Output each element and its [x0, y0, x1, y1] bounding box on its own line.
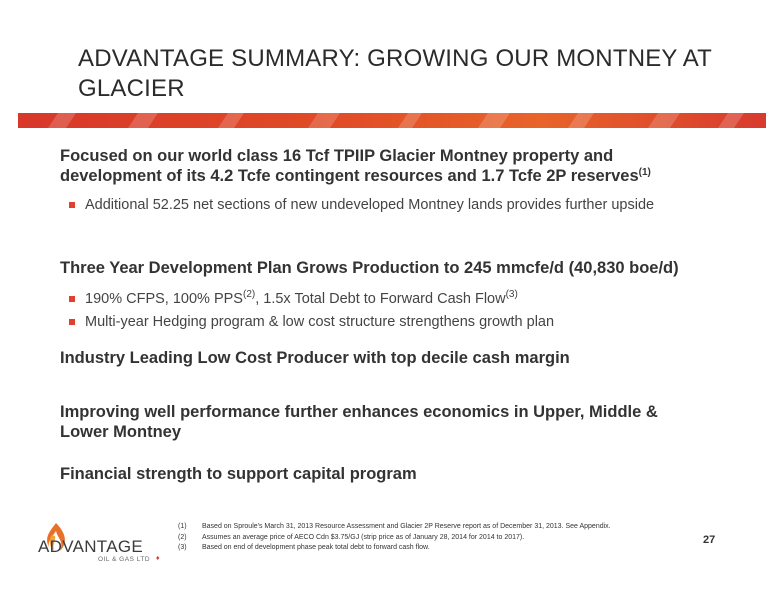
maple-leaf-icon: ♦ [156, 555, 160, 562]
bullet-hedging: Multi-year Hedging program & low cost structure strengthens growth plan [85, 313, 725, 331]
slide-title: ADVANTAGE SUMMARY: GROWING OUR MONTNEY AT GLACIER [78, 45, 712, 102]
bullet-marker [69, 296, 75, 302]
section-heading-well-performance: Improving well performance further enhances economics in Upper, Middle & Lower Montney [60, 403, 658, 441]
bullet-marker [69, 319, 75, 325]
footnote: (1) Based on Sproule's March 31, 2013 Resource Assessment and Glacier 2P Reserve report as of December 31, 2013. See Appendix. [178, 523, 611, 530]
footnotes [178, 522, 698, 554]
section-heading-development-plan: Three Year Development Plan Grows Production to 245 mmcfe/d (40,830 boe/d) [60, 259, 679, 277]
footnote: (2) Assumes an average price of AECO Cdn $3.75/GJ (strip price as of January 28, 2014 for 2014 to 2017). [178, 533, 525, 541]
section-heading-glacier: Focused on our world class 16 Tcf TPIIP Glacier Montney property and development of its 4.2 Tcfe contingent resources and 1.7 Tcfe 2P reserves$^{(1)}$ [60, 147, 651, 185]
bullet-marker [69, 202, 75, 208]
footnote: (3) Based on end of development phase peak total debt to forward cash flow. [178, 544, 430, 551]
section-heading-financial-strength: Financial strength to support capital program [60, 465, 417, 483]
logo-wordmark: ADVANTAGE [38, 537, 144, 556]
logo-subtitle: OIL & GAS LTD [98, 556, 151, 563]
header-accent-bar [18, 113, 766, 128]
company-logo [38, 521, 178, 577]
bullet-undeveloped-lands: Additional 52.25 net sections of new undeveloped Montney lands provides further upside [85, 196, 725, 214]
page-number: 27 [703, 534, 716, 546]
section-heading-low-cost: Industry Leading Low Cost Producer with top decile cash margin [60, 349, 570, 367]
bullet-cfps-pps: 190% CFPS, 100% PPS$^{(2)}$, 1.5x Total Debt to Forward Cash Flow$^{(3)}$ [85, 290, 725, 308]
